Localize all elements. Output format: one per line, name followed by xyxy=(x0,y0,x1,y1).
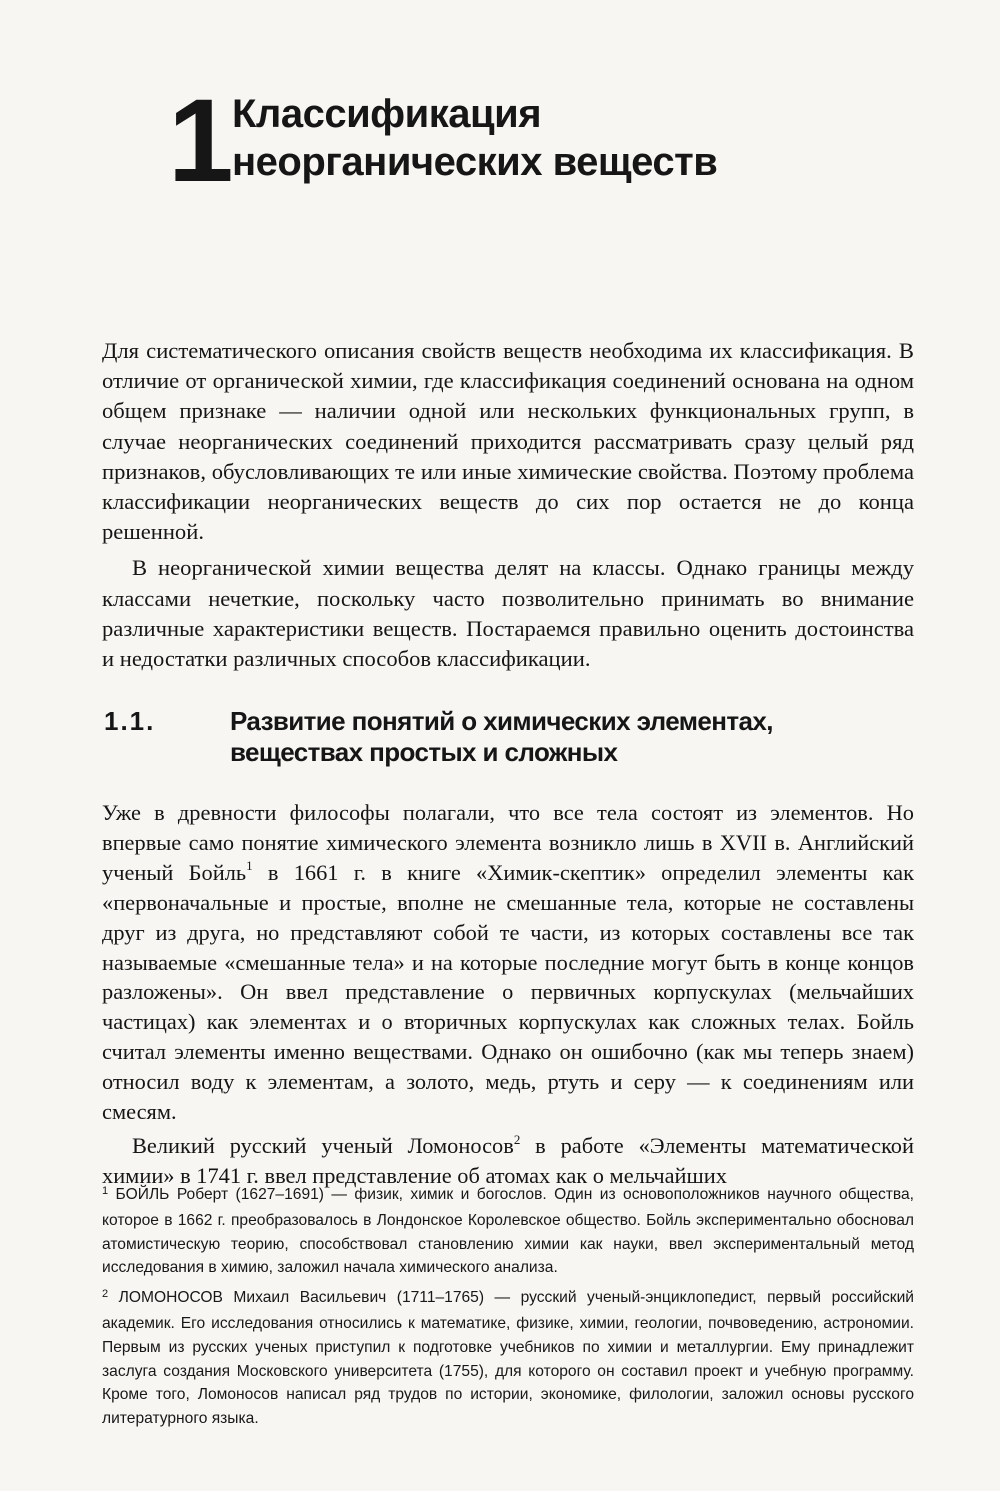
chapter-number: 1 xyxy=(168,75,234,207)
footnote-2-mark: 2 xyxy=(102,1288,109,1301)
chapter-heading xyxy=(158,75,918,207)
chapter-title xyxy=(232,90,717,186)
body-paragraph-2 xyxy=(102,1131,914,1191)
chapter-title-line-2: неорганических веществ xyxy=(232,140,718,184)
body-paragraph-2-start: Великий русский ученый Ломоносов xyxy=(132,1132,514,1158)
footnote-ref-1[interactable]: 1 xyxy=(246,858,253,874)
footnote-1-text: БОЙЛЬ Роберт (1627–1691) — физик, химик и богослов. Один из основоположников научного общества, которое в 1662 г. преобразовалось в Лондонское Королевское общество. Бойль экспериментально обосновал атомистическую теорию, способствовал становлению химии как науки, ввел экспериментальный метод исследования в химию, заложил начала химического анализа. xyxy=(102,1186,914,1277)
footnote-2 xyxy=(102,1286,914,1431)
intro-paragraph-1: Для систематического описания свойств веществ необходима их классификация. В отличие от органической химии, где классификация соединений основана на одном общем признаке — наличии одной или нескольких функциональных групп, в случае неорганических соединений приходится рассматривать сразу целый ряд признаков, обусловливающих те или иные химические свойства. Поэтому проблема классификации неорганических веществ до сих пор остается не до конца решенной. xyxy=(102,338,914,545)
body-paragraph-1-start: Уже в древности философы полагали, что все тела состоят из элементов. Но впервые само понятие химического элемента возникло лишь в XVII в. Английский ученый Бойль xyxy=(102,800,914,885)
footnote-1 xyxy=(102,1183,914,1280)
section-heading xyxy=(104,706,914,770)
body-paragraph-2-rest: в работе «Элементы математической химии» в 1741 г. ввел представление об атомах как о мельчайших xyxy=(102,1132,914,1188)
footnotes xyxy=(102,1183,914,1431)
intro-text xyxy=(102,336,914,674)
footnote-ref-2[interactable]: 2 xyxy=(513,1131,521,1147)
body-paragraph-1-rest: в 1661 г. в книге «Химик-скептик» определил элементы как «первоначальные и простые, вполне не смешанные тела, которые не составлены друг из друга, но представляют собой те части, из которых составлены все так называемые «смешанные тела» и на которые последние могут быть в конце концов разложены». Он ввел представление о первичных корпускулах (мельчайших частицах) как элементах и о вторичных корпускулах как сложных телах. Бойль считал элементы именно веществами. Однако он ошибочно (как мы теперь знаем) относил воду к элементам, а золото, медь, ртуть и серу — к соединениям или смесям. xyxy=(102,859,914,1125)
section-title-line-1: Развитие понятий о химических элементах, xyxy=(230,706,773,736)
footnote-1-mark: 1 xyxy=(102,1185,109,1197)
section-number: 1.1. xyxy=(104,706,156,736)
section-body-text xyxy=(102,798,914,1191)
intro-paragraph-2: В неорганической химии вещества делят на классы. Однако границы между классами нечеткие, поскольку часто позволительно принимать во внимание различные характеристики веществ. Постараемся правильно оценить достоинства и недостатки различных способов классификации. xyxy=(102,555,914,672)
footnote-2-text: ЛОМОНОСОВ Михаил Васильевич (1711–1765) — русский ученый-энциклопедист, первый российский академик. Его исследования относились к математике, физике, химии, геологии, почвоведению, астрономии. Первым из русских ученых приступил к подготовке учебников по химии и металлургии. Ему принадлежит заслуга создания Московского университета (1755), для которого он составил проект и учебную программу. Кроме того, Ломоносов написал ряд трудов по истории, экономике, филологии, заложил основы русского литературного языка. xyxy=(102,1289,914,1428)
section-title xyxy=(230,706,773,767)
section-title-line-2: веществах простых и сложных xyxy=(230,736,618,767)
chapter-title-line-1: Классификация xyxy=(232,92,542,136)
body-paragraph-1 xyxy=(102,798,914,1127)
